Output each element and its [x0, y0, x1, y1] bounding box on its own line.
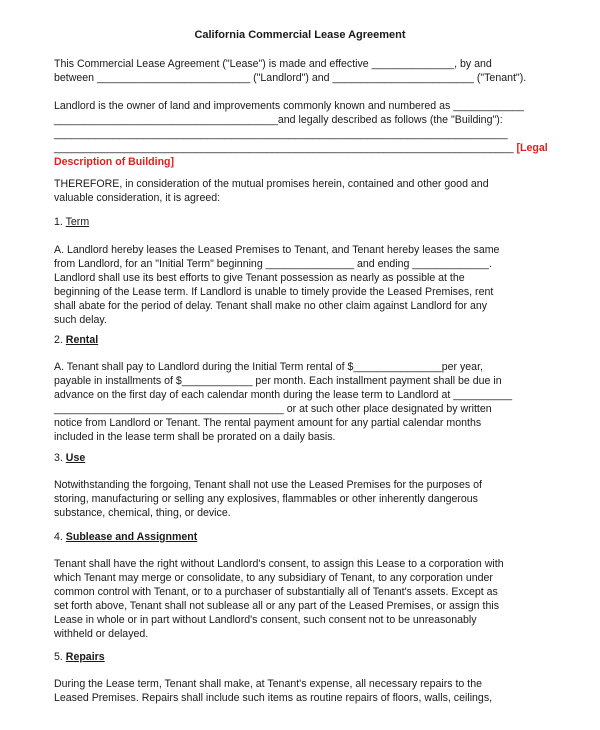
body-line: beginning of the Lease term. If Landlord is unable to timely provide the Leased Premises, rent: [54, 286, 494, 298]
body-line: substance, chemical, thing, or device.: [54, 507, 231, 519]
body-line: Landlord shall use its best efforts to give Tenant possession as nearly as possible at the: [54, 272, 465, 284]
therefore-line: THEREFORE, in consideration of the mutual promises herein, contained and other good and: [54, 178, 489, 190]
section-rental-heading: [54, 333, 554, 347]
section-sublease-heading: [54, 530, 554, 544]
section-number: 2.: [54, 334, 63, 346]
intro-line: between __________________________ ("Landlord") and ________________________ ("Tenant").: [54, 72, 527, 84]
body-line: such delay.: [54, 314, 107, 326]
section-number: 4.: [54, 531, 63, 543]
section-heading: Term: [65, 216, 90, 228]
section-heading: Repairs: [65, 651, 105, 663]
legal-description-placeholder-cont: Description of Building]: [54, 156, 175, 168]
section-term-heading: [54, 215, 554, 229]
body-line: Leased Premises. Repairs shall include such items as routine repairs of floors, walls, ceilings,: [54, 692, 493, 704]
blank-line: ______________________________________________________________________________: [54, 142, 517, 154]
section-heading: Rental: [65, 334, 99, 346]
section-number: 3.: [54, 452, 63, 464]
body-line: During the Lease term, Tenant shall make, at Tenant's expense, all necessary repairs to the: [54, 678, 482, 690]
body-line: advance on the first day of each calendar month during the lease term to Landlord at __________: [54, 389, 513, 401]
section-heading: Use: [65, 452, 86, 464]
document-title: California Commercial Lease Agreement: [194, 29, 406, 41]
body-line: common control with Tenant, or to a purchaser of substantially all of Tenant's assets. Except as: [54, 586, 498, 598]
section-use-heading: [54, 451, 554, 465]
section-number: 5.: [54, 651, 63, 663]
body-line: from Landlord, for an "Initial Term" beginning _______________ and ending _____________.: [54, 258, 492, 270]
body-line: A. Tenant shall pay to Landlord during the Initial Term rental of $_______________per year,: [54, 361, 483, 373]
section-number: 1.: [54, 216, 63, 228]
body-line: Lease in whole or in part without Landlord's consent, such consent not to be unreasonably: [54, 614, 477, 626]
body-line: shall abate for the period of delay. Tenant shall make no other claim against Landlord for any: [54, 300, 488, 312]
body-line: withheld or delayed.: [54, 628, 149, 640]
body-line: set forth above, Tenant shall not sublease all or any part of the Leased Premises, or assign this: [54, 600, 499, 612]
therefore-line: valuable consideration, it is agreed:: [54, 192, 221, 204]
body-line: which Tenant may merge or consolidate, to any subsidiary of Tenant, to any corporation under: [54, 572, 493, 584]
section-sublease-body: [54, 557, 554, 641]
body-line: notice from Landlord or Tenant. The rental payment amount for any partial calendar months: [54, 417, 482, 429]
body-line: _______________________________________ or at such other place designated by written: [54, 403, 492, 415]
intro-line: This Commercial Lease Agreement ("Lease") is made and effective ______________, by and: [54, 58, 492, 70]
landlord-line: ______________________________________and legally described as follows (the "Building"):: [54, 114, 503, 126]
body-line: Tenant shall have the right without Landlord's consent, to assign this Lease to a corporation with: [54, 558, 504, 570]
body-line: payable in installments of $____________ per month. Each installment payment shall be due in: [54, 375, 502, 387]
section-term-body: [54, 243, 554, 327]
therefore-paragraph: [54, 177, 554, 205]
section-use-body: [54, 478, 554, 520]
landlord-line: Landlord is the owner of land and improvements commonly known and numbered as ____________: [54, 100, 524, 112]
body-line: included in the lease term shall be prorated on a daily basis.: [54, 431, 336, 443]
body-line: A. Landlord hereby leases the Leased Premises to Tenant, and Tenant hereby leases the same: [54, 244, 500, 256]
intro-paragraph: [54, 57, 554, 85]
landlord-line-with-legal: [54, 141, 554, 155]
landlord-line: _____________________________________________________________________________: [54, 128, 508, 140]
section-repairs-heading: [54, 650, 554, 664]
section-rental-body: [54, 360, 554, 444]
legal-description-placeholder: [Legal: [516, 142, 548, 154]
landlord-paragraph: [54, 99, 554, 169]
body-line: storing, manufacturing or selling any explosives, flammables or other inherently dangerous: [54, 493, 478, 505]
body-line: Notwithstanding the forgoing, Tenant shall not use the Leased Premises for the purposes of: [54, 479, 482, 491]
section-heading: Sublease and Assignment: [65, 531, 198, 543]
section-repairs-body: [54, 677, 554, 705]
